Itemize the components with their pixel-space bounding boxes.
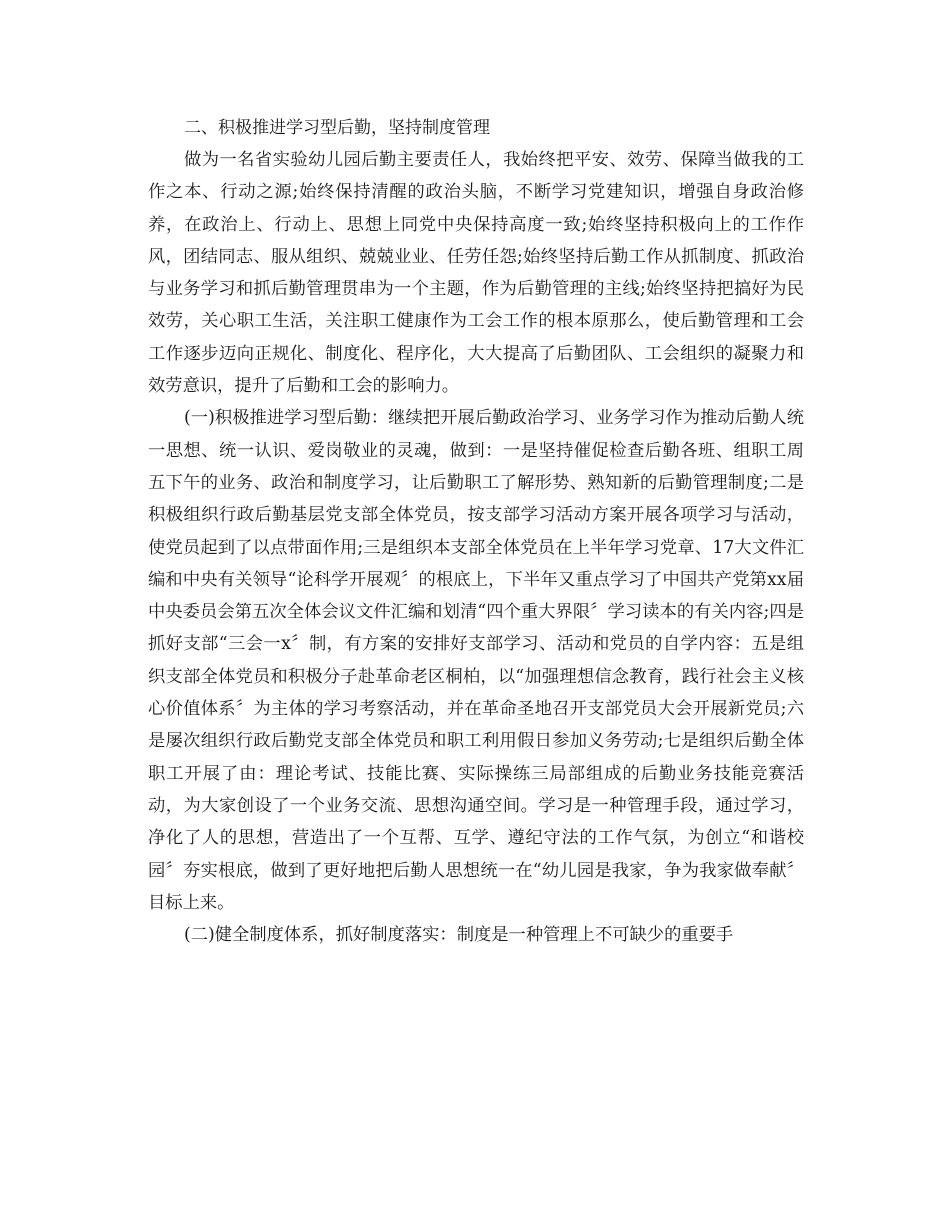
paragraph-intro: 做为一名省实验幼儿园后勤主要责任人，我始终把平安、效劳、保障当做我的工作之本、行动之源;始终保持清醒的政治头脑，不断学习党建知识，增强自身政治修养，在政治上、行动上、思想上同党中央保持高度一致;始终坚持积极向上的工作作风，团结同志、服从组织、兢兢业业、任劳任怨;始终坚持后勤工作从抓制度、抓政治与业务学习和抓后勤管理贯串为一个主题，作为后勤管理的主线;始终坚持把搞好为民效劳，关心职工生活，关注职工健康作为工会工作的根本原那么，使后勤管理和工会工作逐步迈向正规化、制度化、程序化，大大提高了后勤团队、工会组织的凝聚力和效劳意识，提升了后勤和工会的影响力。 (148, 150, 804, 397)
document-page (148, 112, 804, 951)
paragraph-system-building: (二)健全制度体系，抓好制度落实：制度是一种管理上不可缺少的重要手 (184, 925, 734, 946)
section-heading: 二、积极推进学习型后勤，坚持制度管理 (184, 118, 490, 138)
paragraph-learning-logistics: (一)积极推进学习型后勤：继续把开展后勤政治学习、业务学习作为推动后勤人统一思想、统一认识、爱岗敬业的灵魂，做到：一是坚持催促检查后勤各班、组职工周五下午的业务、政治和制度学习，让后勤职工了解形势、熟知新的后勤管理制度;二是积极组织行政后勤基层党支部全体党员，按支部学习活动方案开展各项学习与活动，使党员起到了以点带面作用;三是组织本支部全体党员在上半年学习党章、17大文件汇编和中央有关领导“论科学开展观〞的根底上，下半年又重点学习了中国共产党第xx届中央委员会第五次全体会议文件汇编和划清“四个重大界限〞学习读本的有关内容;四是抓好支部“三会一x〞制，有方案的安排好支部学习、活动和党员的自学内容：五是组织支部全体党员和积极分子赴革命老区桐柏，以“加强理想信念教育，践行社会主义核心价值体系〞为主体的学习考察活动，并在革命圣地召开支部党员大会开展新党员;六是屡次组织行政后勤党支部全体党员和职工利用假日参加义务劳动;七是组织后勤全体职工开展了由：理论考试、技能比赛、实际操练三局部组成的后勤业务技能竞赛活动，为大家创设了一个业务交流、思想沟通空间。学习是一种管理手段，通过学习，净化了人的思想，营造出了一个互帮、互学、遵纪守法的工作气氛，为创立“和谐校园〞夯实根底，做到了更好地把后勤人思想统一在“幼儿园是我家，争为我家做奉献〞目标上来。 (148, 408, 804, 913)
